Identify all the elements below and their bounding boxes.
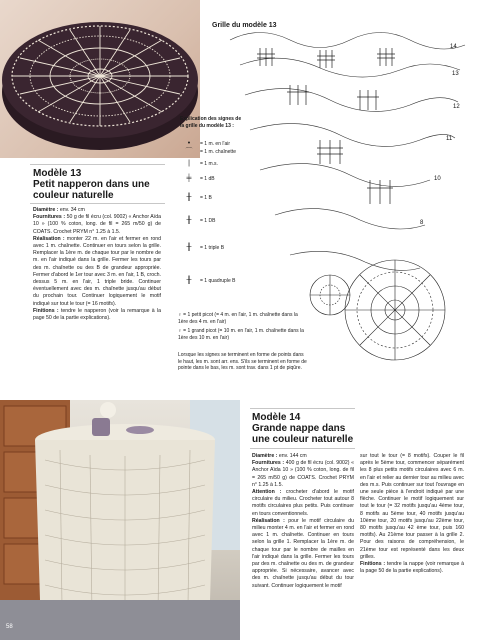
- svg-text:10: 10: [434, 176, 441, 182]
- svg-text:11: 11: [446, 136, 453, 142]
- legend-list: [182, 140, 252, 284]
- small-picot-icon: ♀: [178, 312, 184, 318]
- legend-item: ╫ = 1 DB: [182, 217, 252, 224]
- legend-item: ╫ = 1 quadruple B: [182, 277, 252, 284]
- divider: [30, 203, 165, 204]
- divider: [250, 408, 355, 409]
- legend-item: ╫ = 1 B: [182, 194, 252, 201]
- grid-title: Grille du modèle 13: [212, 22, 277, 29]
- model13-title: Petit napperon dans une couleur naturelle: [33, 179, 150, 201]
- model13-instructions: Diamètre : env. 34 cm Fournitures : 50 g de fil écru (col. 9002) « Anchor Aïda 10 » (100 % coton, long. de fil = 265 m/50 g) de COATS. Crochet PRYM n° 1.25 à 1.5. Réalisation : monter 22 m. en l'air et fermer en rond avec 1 m. chaînette. Continuer en tours selon la grille. Remplacer la 1ère m. de chaque tour par le nombre de m. en l'air indiqué dans la grille. Fermer les tours par des m. chaînette ou des B de grandeur appropriée. Fermer d'abord le 1er tour avec 3 m. en l'air, 1 B, croch. dessus 5 m. en l'air, 1 triple bride. Continuer éventuellement avec des m. chaînette jusqu'au début du prochain tour. Continuer logiquement le motif indiqué sur tout le tour (= 16 motifs). Finitions : tendre le napperon (voir la remarque à la page 50 de la partie explications).: [33, 207, 162, 322]
- double-crochet-symbol-icon: ╫: [186, 194, 192, 201]
- divider: [30, 164, 165, 165]
- chain-symbol-icon: •: [187, 140, 191, 147]
- single-crochet-symbol-icon: |: [188, 160, 190, 167]
- doily-photo: [0, 0, 200, 158]
- legend-picot-large: ♀ = 1 grand picot (= 10 m. en l'air, 1 m. chaînette dans la 1ère des 10 m. en l'air): [178, 328, 304, 341]
- large-picot-icon: ♀: [178, 328, 184, 334]
- legend-picot-small: ♀ = 1 petit picot (= 4 m. en l'air, 1 m. chaînette dans la 1ère des 4 m. en l'air): [178, 312, 298, 325]
- divider: [250, 448, 355, 449]
- slip-stitch-symbol-icon: ⌒: [185, 148, 193, 155]
- doily-photo-illustration: [0, 0, 200, 158]
- model13-heading: Modèle 13: [33, 168, 82, 179]
- model14-title: Grande nappe dans une couleur naturelle: [252, 423, 354, 445]
- svg-text:13: 13: [452, 71, 459, 77]
- treble-symbol-icon: ╫: [186, 217, 192, 224]
- legend-heading: Explication des signes de la grille du modèle 13 :: [180, 116, 242, 129]
- legend-item: ╫ = 1 triple B: [182, 244, 252, 251]
- svg-text:14: 14: [450, 44, 457, 50]
- triple-treble-symbol-icon: ╫: [186, 244, 192, 251]
- legend-item: ╪ = 1 dB: [182, 175, 252, 182]
- svg-text:12: 12: [453, 104, 460, 110]
- page-number: 58: [6, 624, 13, 630]
- model14-instructions-col1: Diamètre : env. 144 cm Fournitures : 400 g de fil écru (col. 9002) « Anchor Aïda 10 » (100 % coton, long. de fil = 265 m/50 g) de COATS. Crochet PRYM n° 1.25 à 1.5. Attention : crocheter d'abord le motif circulaire du milieu. Crocheter tout autour 8 motifs circulaires plus petits. Puis continuer en tours conventionnels. Réalisation : pour le motif circulaire du milieu monter 4 m. en l'air et fermer en rond avec 1 m. chaînette. Continuer en tours selon la grille 1. Remplacer la 1ère m. de chaque tour par le nombre de mailles en l'air indiqué dans la grille. Fermer les tours par des m. chaînette ou des m. de grandeur appropriée. Si nécessaire, avancer avec des m. chaînette jusqu'au début du tour suivant. Continuer logiquement le motif: [252, 453, 355, 589]
- quadruple-treble-symbol-icon: ╫: [186, 277, 192, 284]
- legend-item: ⌒ = 1 m. chaînette: [182, 148, 252, 155]
- svg-text:8: 8: [420, 220, 424, 226]
- half-double-symbol-icon: ╪: [186, 175, 192, 182]
- model14-instructions-col2: sur tout le tour (= 8 motifs). Couper le fil après le 5ème tour, commencer séparément les 8 plus petits motifs circulaires avec 6 m. en l'air et relier au dernier tour au milieu avec des m.s. Puis continuer sur tout l'ouvrage en une seule pièce à l'endroit indiqué par une flèche. Continuer le motif logiquement sur tout le tour (= 32 motifs jusqu'au 4ème tour, 8 motifs au 5ème tour, 40 motifs jusqu'au 10ème tour, 20 motifs jusqu'au 22ème tour, 80 motifs jusqu'au 42 ème tour, puis 160 motifs). Au 21ème tour passer à la grille 2. Pour des raisons de compréhension, le 21ème tour est représenté dans les deux grilles. Finitions : tendre la nappe (voir remarque à la page 50 de la partie explications).: [360, 453, 464, 575]
- model14-heading: Modèle 14: [252, 412, 301, 423]
- legend-note: Lorsque les signes se terminent en forme de points dans le haut, les m. sont arr. ens. S'ils se terminent en forme de pointe dans le bas, les m. sont trav. dans 1 pt de piqûre.: [178, 352, 307, 371]
- legend-item: | = 1 m.s.: [182, 160, 252, 167]
- tablecloth-photo-illustration: [0, 400, 240, 640]
- tablecloth-photo: [0, 400, 240, 640]
- legend-item: • = 1 m. en l'air: [182, 140, 252, 147]
